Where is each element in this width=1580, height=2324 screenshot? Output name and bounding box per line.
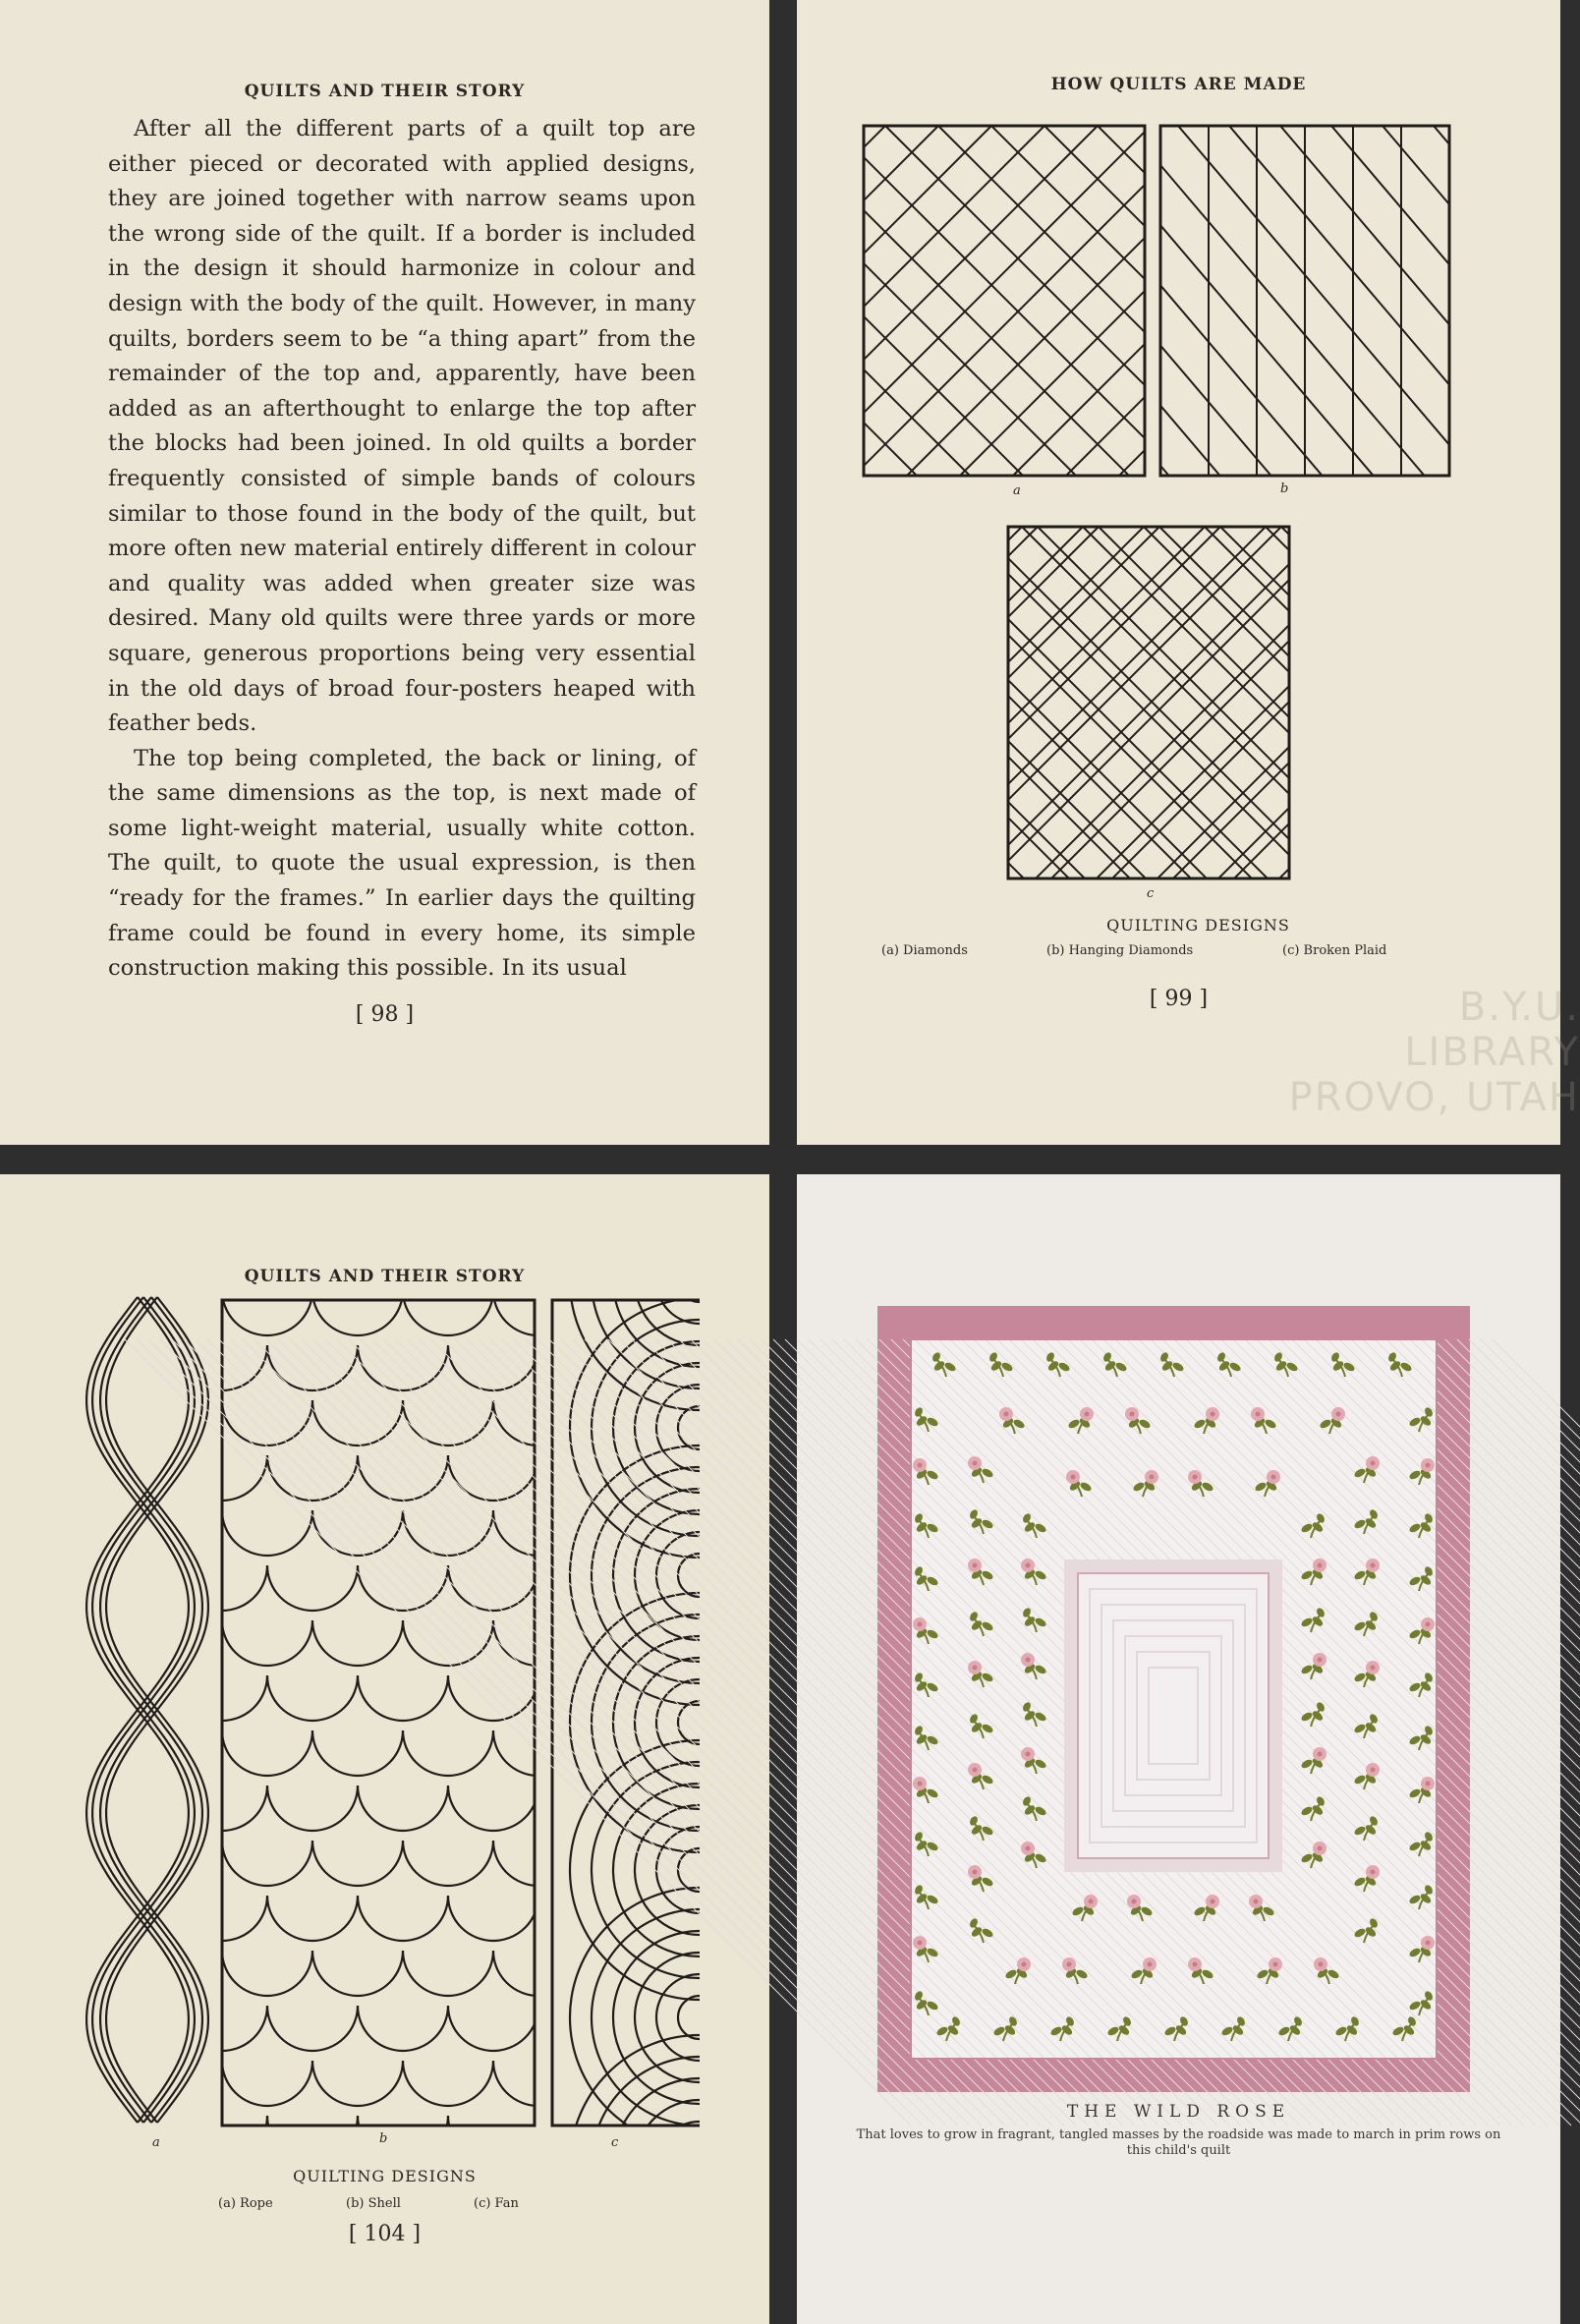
shell-arc (358, 1675, 448, 1721)
shell-arc (222, 1951, 312, 1996)
shell-arc (267, 1675, 358, 1721)
shell-arc (222, 1510, 312, 1556)
diamonds-design (864, 126, 1145, 476)
shell-arc (312, 1951, 403, 1996)
shell-arc (448, 1675, 538, 1721)
hanging-diagonal-line (1382, 126, 1580, 476)
stamp-line-1: B.Y.U. (1458, 985, 1580, 1030)
wild-rose-quilt-image (877, 1306, 1470, 2092)
plaid-line (1570, 527, 1580, 879)
shell-arc (312, 1730, 403, 1776)
fan-arc (678, 1554, 700, 1597)
shell-arc (222, 1290, 312, 1335)
plate-caption: That loves to grow in fragrant, tangled masses by the roadside was made to march in prim rows on this child's quilt (856, 2127, 1501, 2158)
page-number: [ 98 ] (355, 1002, 415, 1027)
wild-rose-plate-page (797, 1174, 1560, 2324)
shell-arc (403, 1290, 493, 1335)
shell-arc (403, 1730, 493, 1776)
fan-arc (678, 1996, 700, 2039)
fan-arc (678, 1848, 700, 1892)
plaid-line (1403, 527, 1580, 879)
caption-items (0, 2196, 769, 2216)
shell-arc (448, 1786, 538, 1831)
diamond-line (748, 126, 1098, 476)
shell-arc (358, 1345, 448, 1390)
paragraph-2: The top being completed, the back or lining, of the same dimensions as the top, is next made of some light-weight material, usually white cotton. The quilt, to quote the usual expression, is then “ready for the frames.” In earlier days the quilting frame could be found in every home, its simple construction making this possible. In its usual (108, 745, 696, 982)
shell-arc (222, 2061, 312, 2106)
shell-arc (448, 1455, 538, 1501)
plaid-line (1387, 527, 1580, 879)
shell-arc (312, 1620, 403, 1666)
hanging-diagonal-line (1536, 126, 1580, 476)
stamp-line-2: LIBRARY (1404, 1030, 1580, 1075)
shell-arc (448, 1345, 538, 1390)
hanging-diamonds-design (1160, 126, 1449, 476)
shell-arc (358, 2006, 448, 2051)
shell-arc (448, 1896, 538, 1941)
page-number: [ 99 ] (1149, 987, 1209, 1011)
figure-label-a: a (1013, 483, 1021, 498)
shell-arc (358, 2116, 448, 2161)
shell-arc (448, 2116, 538, 2161)
page-98 (0, 0, 769, 1145)
diamond-line (779, 126, 1129, 476)
broken-plaid-design (1008, 527, 1289, 879)
rope-design (74, 1297, 221, 2127)
hanging-diagonal-line (1127, 126, 1425, 476)
shell-arc (403, 2061, 493, 2106)
shell-arc (222, 1841, 312, 1886)
figure-label-b: b (1280, 482, 1289, 496)
body-text (108, 112, 696, 987)
page-99 (797, 0, 1580, 1145)
hanging-diagonal-line (1331, 126, 1580, 476)
running-head: QUILTS AND THEIR STORY (244, 1267, 526, 1286)
quilting-stitch-line (1481, 1339, 1580, 2126)
shell-arc (267, 2006, 358, 2051)
plaid-line (1279, 527, 1580, 879)
plaid-line (1295, 527, 1580, 879)
running-head: HOW QUILTS ARE MADE (1050, 75, 1307, 94)
caption-title: QUILTING DESIGNS (293, 2167, 477, 2185)
page-number: [ 104 ] (348, 2222, 422, 2246)
shell-arc (448, 1565, 538, 1611)
hanging-diagonal-line (1178, 126, 1476, 476)
library-stamp (1289, 985, 1580, 1120)
shell-arc (267, 1786, 358, 1831)
quilting-stitch-line (1457, 1339, 1580, 2126)
page-104 (0, 1174, 769, 2324)
caption-items (797, 943, 1560, 963)
shell-arc (267, 1565, 358, 1611)
plaid-line (1342, 527, 1580, 879)
figure-label-c: c (611, 2135, 619, 2150)
shell-arc (448, 2006, 538, 2051)
caption-item-b: (b) Hanging Diamonds (1046, 943, 1194, 958)
figure-label-c: c (1147, 886, 1155, 901)
shell-arc (267, 2116, 358, 2161)
caption-item-c: (c) Fan (474, 2196, 519, 2211)
shell-arc (403, 1841, 493, 1886)
shell-arc (312, 2061, 403, 2106)
plaid-line (1281, 527, 1580, 879)
caption-item-a: (a) Diamonds (881, 943, 968, 958)
caption-item-b: (b) Shell (346, 2196, 401, 2211)
shell-arc (358, 1565, 448, 1611)
running-head: QUILTS AND THEIR STORY (244, 82, 526, 101)
plaid-line (1326, 527, 1580, 879)
diamond-line (801, 126, 1151, 476)
diamond-line (1469, 126, 1580, 476)
diamond-line (726, 126, 1076, 476)
figure-label-a: a (152, 2135, 160, 2150)
shell-arc (267, 1345, 358, 1390)
plaid-line (1448, 527, 1580, 879)
fan-arc (592, 1909, 700, 2126)
plaid-line (1525, 527, 1580, 879)
caption-item-c: (c) Broken Plaid (1282, 943, 1387, 958)
shell-arc (267, 1455, 358, 1501)
paragraph-1: After all the different parts of a quilt top are either pieced or decorated with applied designs, they are joined together with narrow seams upon the wrong side of the quilt. If a border is included in the design it should harmonize in colour and design with the body of the quilt. However, in many quilts, borders seem to be “a thing apart” from the remainder of the top and, apparently, have been added as an afterthought to enlarge the top after the blocks had been joined. In old quilts a border frequently consisted of simple bands of colours similar to those found in the body of the quilt, but more often new material entirely different in colour and quality was added when greater size was desired. Many old quilts were three yards or more square, generous proportions being very essential in the old days of broad four-posters heaped with feather beds. (108, 116, 696, 737)
stamp-line-3: PROVO, UTAH (1288, 1075, 1580, 1120)
plate-title: THE WILD ROSE (1066, 2102, 1291, 2122)
caption-title: QUILTING DESIGNS (1106, 916, 1290, 935)
shell-arc (312, 1841, 403, 1886)
plaid-line (1509, 527, 1580, 879)
shell-arc (358, 1786, 448, 1831)
plaid-line (1234, 527, 1580, 879)
shell-arc (312, 1290, 403, 1335)
shell-arc (358, 1896, 448, 1941)
center-panel (1078, 1573, 1269, 1858)
plaid-line (1266, 527, 1580, 879)
shell-arc (222, 1620, 312, 1666)
shell-arc (267, 1896, 358, 1941)
shell-arc (222, 1730, 312, 1776)
shell-arc (358, 1455, 448, 1501)
plaid-line (1464, 527, 1580, 879)
hanging-diagonal-line (1434, 126, 1580, 476)
fan-arc (592, 1762, 700, 1978)
shell-arc (403, 1951, 493, 1996)
fan-arc (656, 2122, 700, 2208)
hanging-diagonal-line (1485, 126, 1580, 476)
figure-label-b: b (379, 2131, 388, 2146)
diamond-line (854, 126, 1204, 476)
hanging-diagonal-line (1229, 126, 1527, 476)
caption-item-a: (a) Rope (218, 2196, 273, 2211)
hanging-diagonal-line (1280, 126, 1578, 476)
